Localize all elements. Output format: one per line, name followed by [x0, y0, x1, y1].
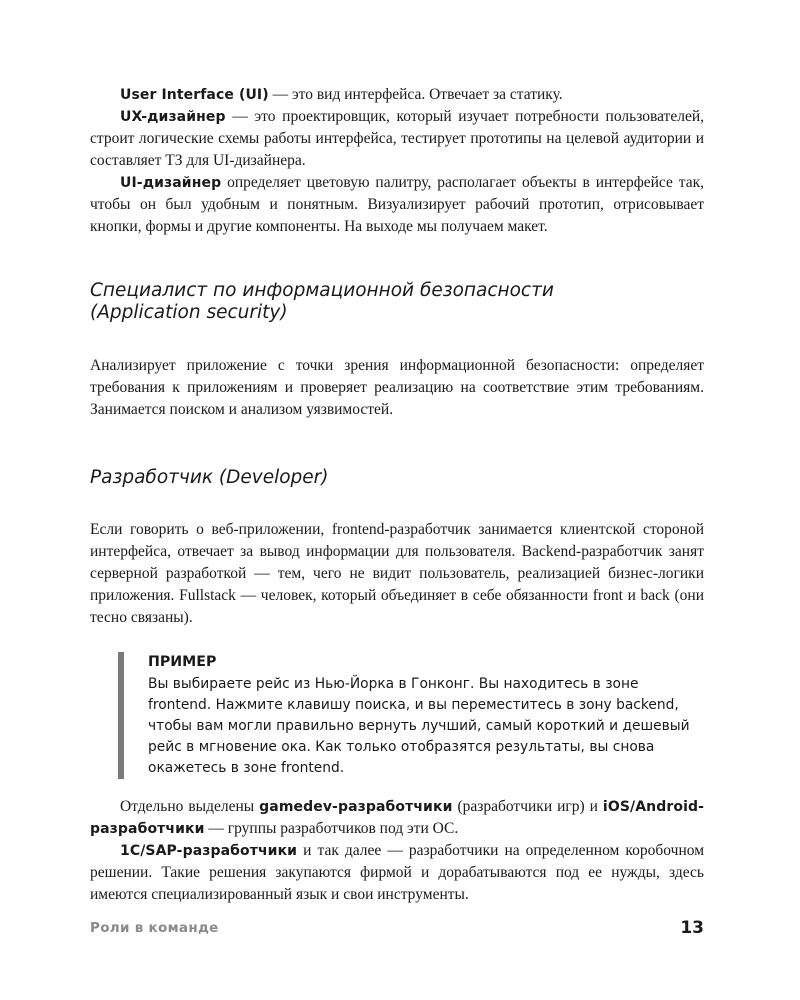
page-footer	[90, 918, 704, 940]
example-title: ПРИМЕР	[148, 654, 217, 670]
paragraph-ux-designer	[90, 106, 704, 172]
section-heading-line: (Application security)	[90, 302, 288, 323]
term-ux-designer: UX-дизайнер	[120, 109, 226, 125]
section-heading-line: Специалист по информационной безопасности	[90, 280, 554, 301]
paragraph-other-developers	[90, 796, 704, 840]
page-body	[90, 84, 704, 906]
term-ui: User Interface (UI)	[120, 87, 269, 103]
term-mobile-devs: iOS/Android-разработчики	[90, 799, 704, 837]
section-heading-app-security	[90, 280, 704, 324]
text-ui: — это вид интерфейса. Отвечает за статику.	[268, 86, 563, 103]
section-heading-developer: Разработчик (Developer)	[90, 467, 329, 488]
example-callout	[118, 652, 704, 779]
paragraph-app-security: Анализирует приложение с точки зрения информационной безопасности: определяет требования к приложениям и проверяет реализацию на соответствие этим требованиям. Занимается поиском и анализом уязвимостей.	[90, 357, 704, 418]
paragraph-ui-designer	[90, 172, 704, 238]
page-number: 13	[680, 918, 704, 938]
text-other-tail: — группы разработчиков под эти ОС.	[204, 820, 459, 837]
text-sap-devs: и так далее — разработчики на определенном коробочном решении. Такие решения закупаются фирмой и дорабатываются под ее нужды, здесь имеются специализированный язык и свои инструменты.	[90, 842, 704, 903]
term-ui-designer: UI-дизайнер	[120, 175, 222, 191]
paragraph-sap-developers	[90, 840, 704, 906]
paragraph-developer: Если говорить о веб-приложении, frontend-разработчик занимается клиентской стороной интерфейса, отвечает за вывод информации для пользователя. Backend-разработчик занят серверной разработкой — тем, чего не видит пользователь, реализацией бизнес-логики приложения. Fullstack — человек, который объединяет в себе обязанности front и back (они тесно связаны).	[90, 521, 704, 626]
term-sap-devs: 1C/SAP-разработчики	[120, 843, 298, 859]
text-ui-designer: определяет цветовую палитру, располагает объекты в интерфейсе так, чтобы он был удобным и понятным. Визуализирует рабочий прототип, отрисовывает кнопки, формы и другие компоненты. На выходе мы получаем макет.	[90, 174, 704, 235]
running-footer-title: Роли в команде	[90, 920, 219, 936]
paragraph-ui	[90, 84, 704, 106]
text-ux-designer: — это проектировщик, который изучает потребности пользователей, строит логические схемы работы интерфейса, тестирует прототипы на целевой аудитории и составляет ТЗ для UI-дизайнера.	[90, 108, 704, 169]
text-other-lead: Отдельно выделены	[120, 798, 260, 815]
text-other-middle: (разработчики игр) и	[452, 798, 603, 815]
example-text: Вы выбираете рейс из Нью-Йорка в Гонконг. Вы находитесь в зоне frontend. Нажмите клавишу поиска, и вы переместитесь в зону backend, чтобы вам могли правильно вернуть лучший, самый короткий и дешевый рейс в мгновение ока. Как только отобразятся результаты, вы снова окажетесь в зоне frontend.	[148, 676, 690, 776]
term-gamedev: gamedev-разработчики	[259, 799, 453, 815]
